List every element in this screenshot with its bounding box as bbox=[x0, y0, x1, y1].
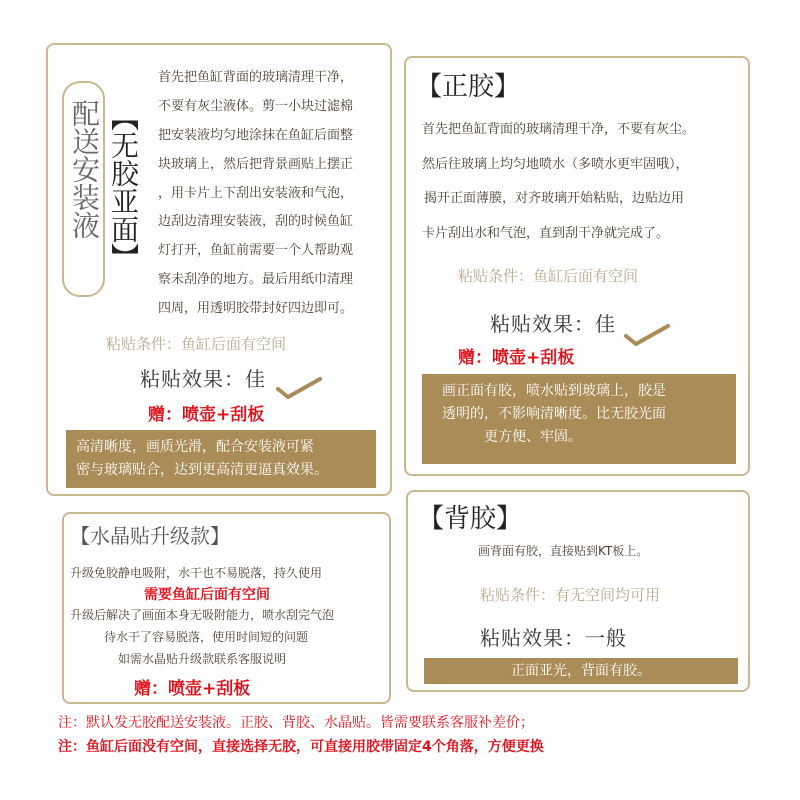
matte-band-line-1: 高清晰度，画质光滑，配合安装液可紧 bbox=[76, 439, 314, 455]
crystal-line-3: 待水干了容易脱落，使用时间短的问题 bbox=[104, 630, 309, 644]
front-gift: 赠：喷壶+刮板 bbox=[458, 348, 575, 368]
matte-title: 【无胶亚面】 bbox=[107, 103, 140, 271]
crystal-title: 【水晶贴升级款】 bbox=[70, 524, 230, 548]
checkmark-icon bbox=[624, 322, 670, 346]
panel-crystal bbox=[62, 512, 391, 704]
matte-line-1: 首先把鱼缸背面的玻璃清理干净， bbox=[158, 70, 354, 85]
front-line-2: 然后往玻璃上均匀地喷水（多喷水更牢固哦）， bbox=[422, 157, 689, 172]
matte-line-2: 不要有灰尘液体。剪一小块过滤棉 bbox=[158, 99, 354, 114]
back-band: 正面亚光，背面有胶。 bbox=[424, 658, 738, 684]
matte-gift: 赠：喷壶+刮板 bbox=[148, 405, 265, 425]
panel-back-glue bbox=[406, 490, 750, 692]
back-effect: 粘贴效果：一般 bbox=[480, 626, 627, 650]
crystal-line-4: 如需水晶贴升级款联系客服说明 bbox=[118, 652, 287, 666]
front-band-line-3: 更方便、牢固。 bbox=[484, 429, 582, 445]
crystal-line-2: 升级后解决了画面本身无吸附能力，喷水刮完气泡 bbox=[70, 608, 335, 622]
matte-line-7: 灯打开，鱼缸前需要一个人帮助观 bbox=[158, 243, 354, 258]
matte-condition: 粘贴条件：鱼缸后面有空间 bbox=[106, 335, 287, 353]
back-title: 【背胶】 bbox=[418, 504, 523, 534]
matte-band-line-2: 密与玻璃贴合，达到更高清更逼真效果。 bbox=[76, 462, 328, 478]
front-line-4: 卡片刮出水和气泡，直到刮干净就完成了。 bbox=[422, 226, 670, 241]
note-2: 注：鱼缸后面没有空间，直接选择无胶，可直接用胶带固定4个角落，方便更换 bbox=[58, 739, 544, 755]
front-line-3: 揭开正面薄膜，对齐玻璃开始粘贴，边贴边用 bbox=[424, 191, 685, 206]
matte-line-8: 察未刮净的地方。最后用纸巾清理 bbox=[158, 272, 354, 287]
panel-front-glue bbox=[404, 56, 750, 476]
matte-line-3: 把安装液均匀地涂抹在鱼缸后面整 bbox=[158, 128, 354, 143]
crystal-gift: 赠：喷壶+刮板 bbox=[134, 679, 251, 699]
front-title: 【正胶】 bbox=[416, 72, 521, 102]
crystal-line-1: 升级免胶静电吸附，水干也不易脱落，持久使用 bbox=[70, 566, 323, 580]
front-band-line-2: 透明的，不影响清晰度。比无胶光面 bbox=[442, 406, 666, 422]
front-condition: 粘贴条件：鱼缸后面有空间 bbox=[458, 267, 639, 285]
matte-badge: 配送安装液 bbox=[68, 99, 101, 239]
panel-matte bbox=[46, 43, 392, 496]
back-line-1: 画背面有胶，直接贴到KT板上。 bbox=[478, 544, 649, 558]
front-line-1: 首先把鱼缸背面的玻璃清理干净，不要有灰尘。 bbox=[422, 122, 696, 137]
matte-line-4: 块玻璃上，然后把背景画贴上摆正 bbox=[158, 157, 354, 172]
front-band bbox=[422, 374, 736, 464]
matte-band bbox=[66, 430, 376, 488]
matte-line-9: 四周，用透明胶带封好四边即可。 bbox=[158, 301, 354, 316]
matte-line-5: ，用卡片上下刮出安装液和气泡， bbox=[158, 186, 354, 201]
crystal-need: 需要鱼缸后面有空间 bbox=[144, 587, 270, 603]
back-condition: 粘贴条件：有无空间均可用 bbox=[480, 586, 661, 604]
matte-effect: 粘贴效果：佳 bbox=[140, 367, 266, 391]
matte-line-6: 边刮边清理安装液，刮的时候鱼缸 bbox=[158, 214, 354, 229]
front-effect: 粘贴效果：佳 bbox=[490, 312, 616, 336]
checkmark-icon bbox=[276, 375, 322, 399]
note-1: 注：默认发无胶配送安装液。正胶、背胶、水晶贴。皆需要联系客服补差价； bbox=[58, 715, 534, 731]
front-band-line-1: 画正面有胶，喷水贴到玻璃上，胶是 bbox=[442, 383, 666, 399]
